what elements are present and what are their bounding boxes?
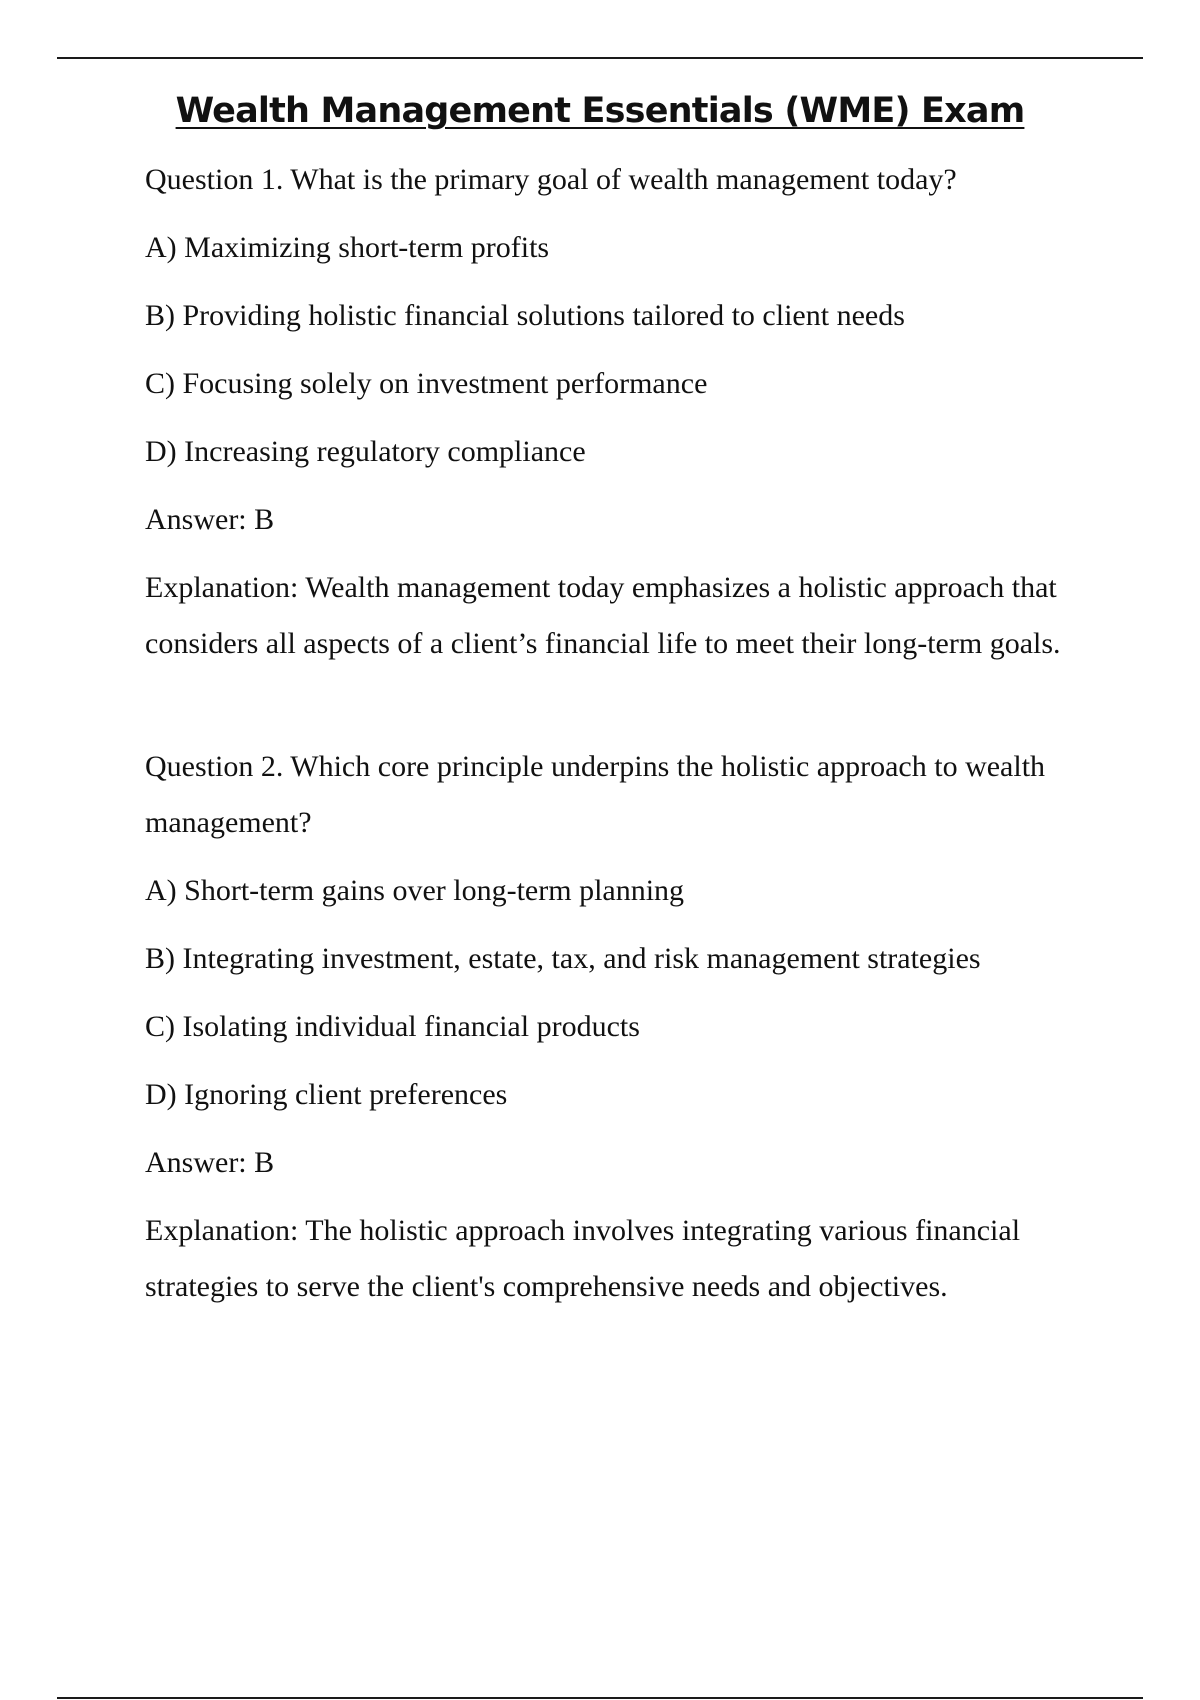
page-title	[0, 86, 1200, 136]
option-c: C) Focusing solely on investment performance	[145, 367, 708, 400]
option-d: D) Increasing regulatory compliance	[145, 435, 586, 468]
question-2	[145, 739, 1085, 1315]
bottom-rule	[57, 1697, 1143, 1699]
answer: Answer: B	[145, 1146, 275, 1179]
top-rule	[57, 57, 1143, 59]
explanation: Explanation: Wealth management today emphasizes a holistic approach that considers all aspects of a client’s financial life to meet their long-term goals.	[145, 571, 1061, 660]
question-1	[145, 152, 1085, 672]
question-text: Question 2. Which core principle underpins the holistic approach to wealth management?	[145, 750, 1046, 839]
answer: Answer: B	[145, 503, 275, 536]
option-b: B) Providing holistic financial solutions tailored to client needs	[145, 299, 905, 332]
exam-content	[145, 152, 1085, 1327]
explanation: Explanation: The holistic approach involves integrating various financial strategies to serve the client's comprehensive needs and objectives.	[145, 1214, 1021, 1303]
question-text: Question 1. What is the primary goal of wealth management today?	[145, 163, 957, 196]
option-a: A) Maximizing short-term profits	[145, 231, 550, 264]
option-d: D) Ignoring client preferences	[145, 1078, 508, 1111]
page-title-text: Wealth Management Essentials (WME) Exam	[175, 91, 1025, 131]
option-c: C) Isolating individual financial products	[145, 1010, 640, 1043]
option-a: A) Short-term gains over long-term planning	[145, 874, 685, 907]
option-b: B) Integrating investment, estate, tax, and risk management strategies	[145, 942, 981, 975]
